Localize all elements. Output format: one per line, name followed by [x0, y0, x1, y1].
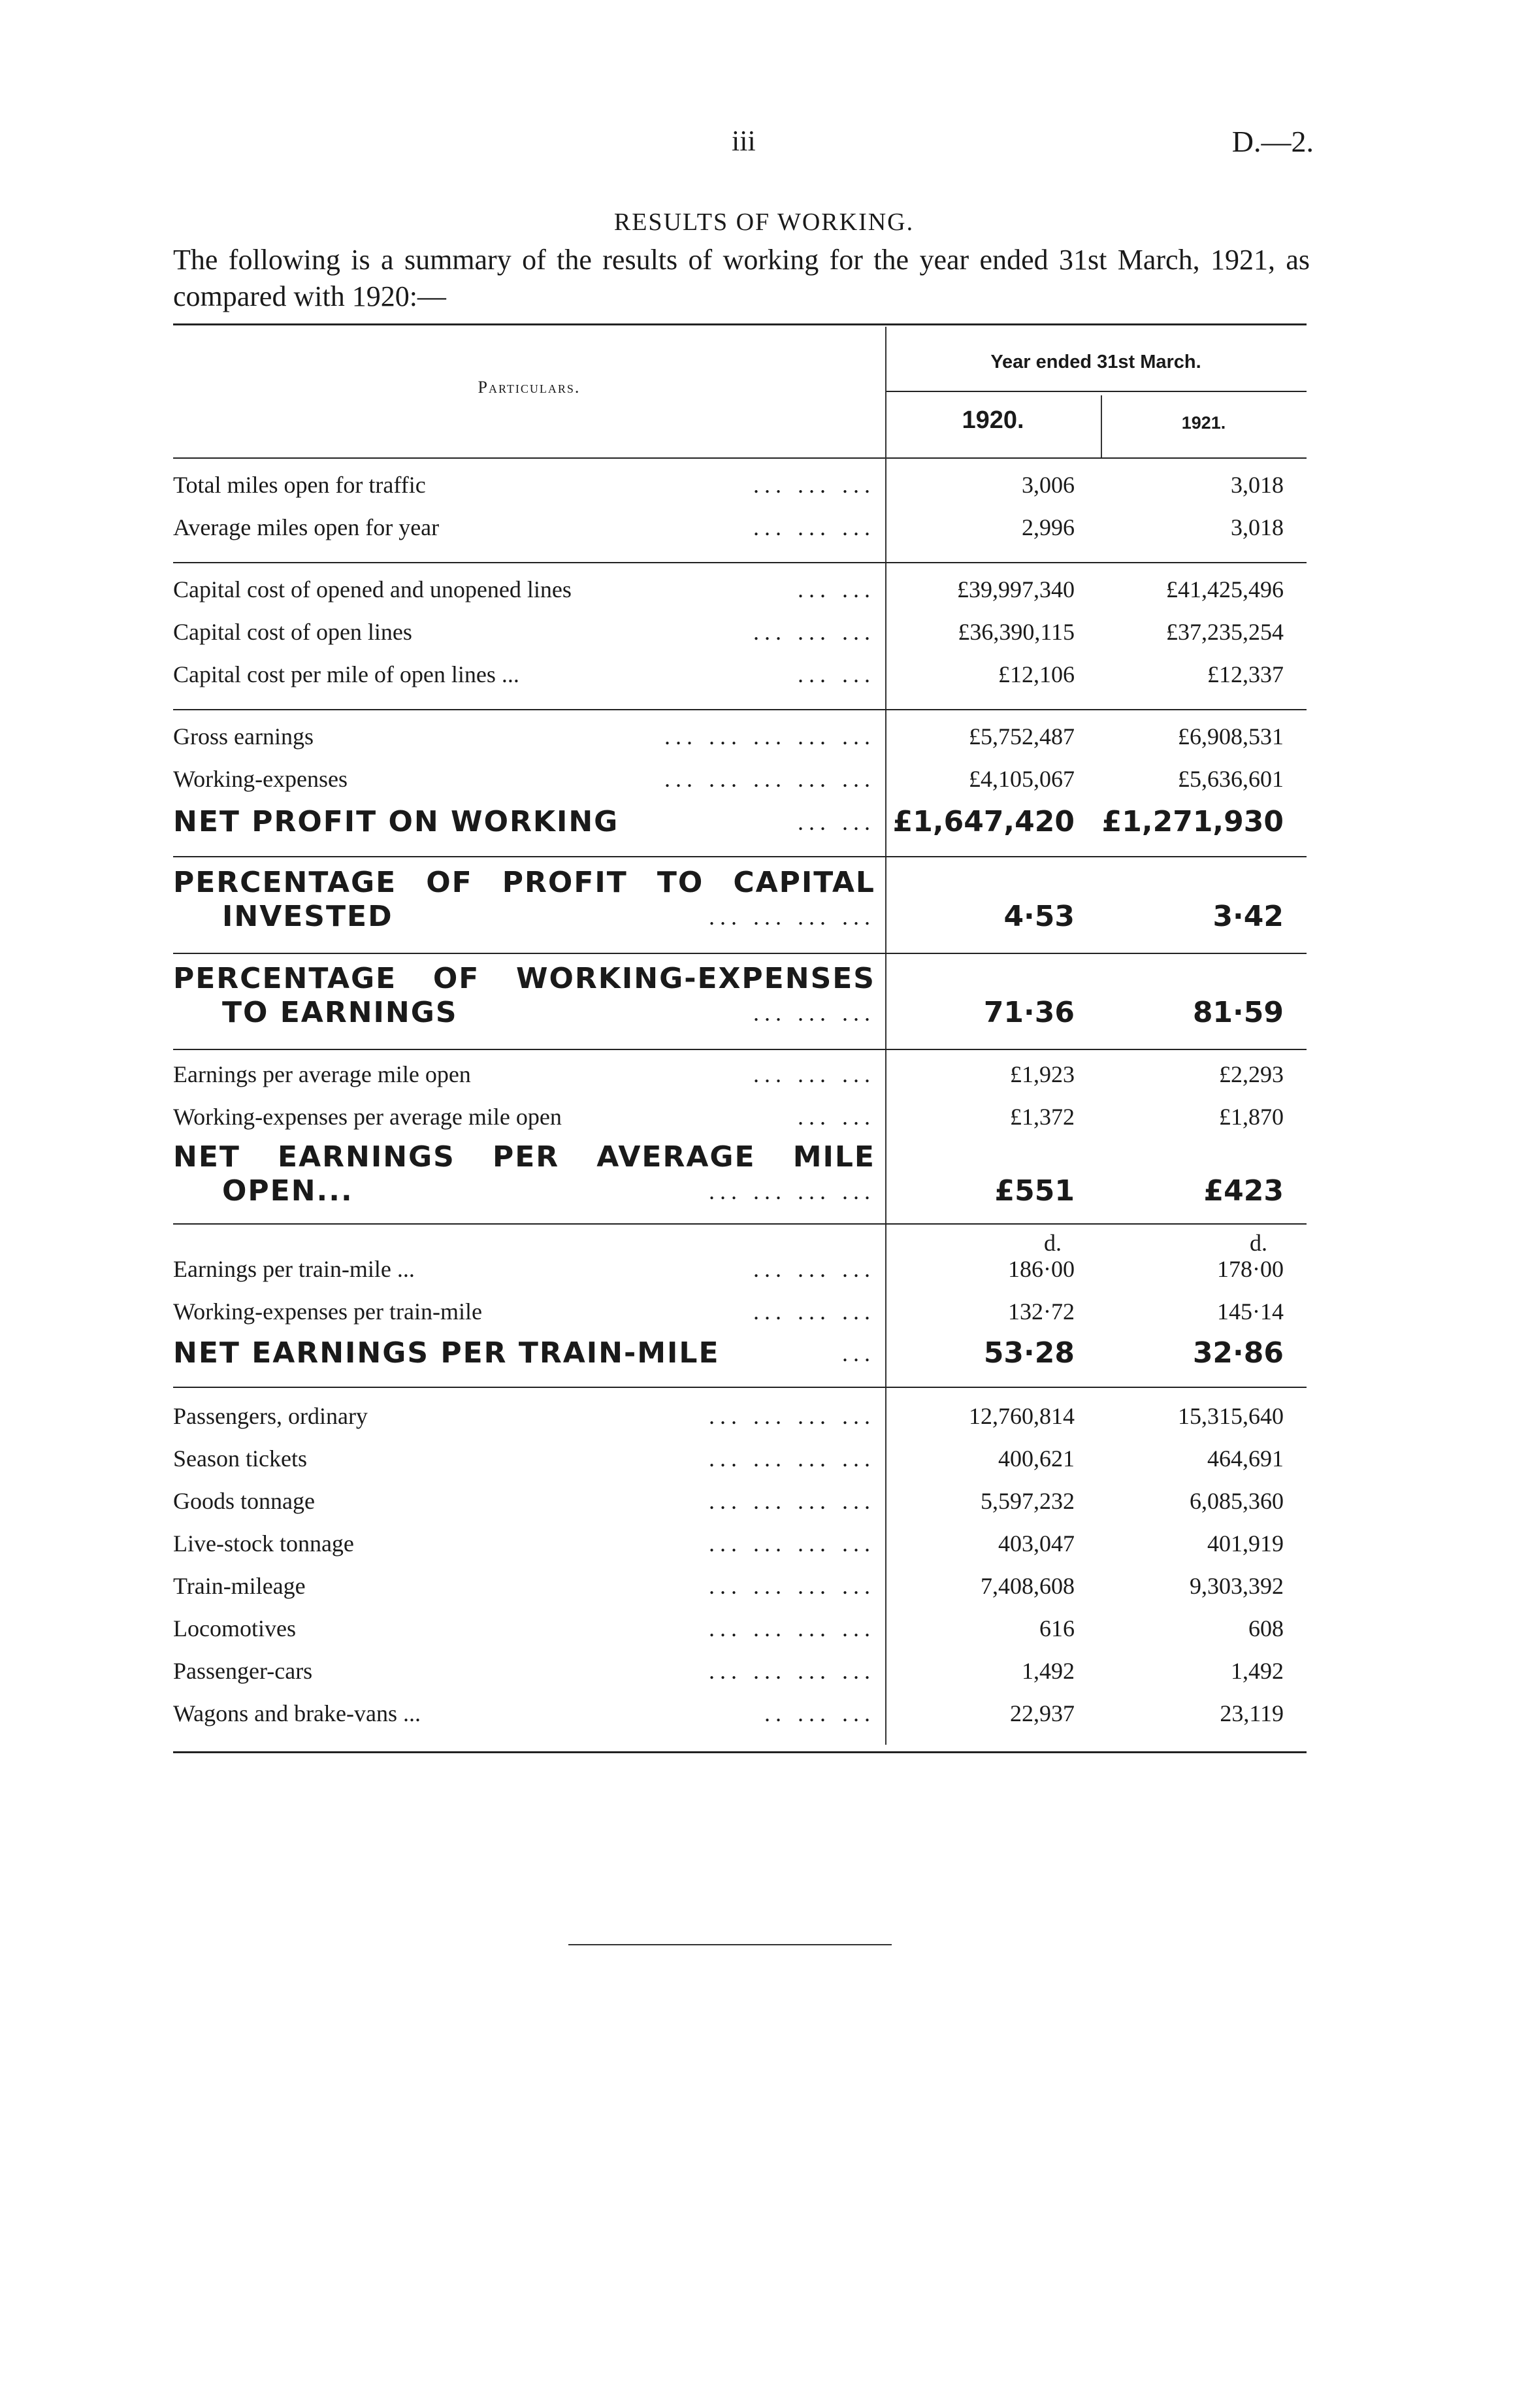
row-value-1921: 15,315,640: [1178, 1403, 1284, 1429]
header-subrule: [885, 391, 1307, 392]
group-rule: [173, 1049, 1307, 1050]
row-label: Earnings per average mile open ... ... ...: [173, 1061, 875, 1087]
row-value-1921: 3·42: [1212, 900, 1284, 933]
row-value-1920: £1,647,420: [892, 805, 1075, 838]
row-value-1920: 132·72: [1008, 1298, 1075, 1325]
header-particulars: Particulars.: [478, 378, 581, 397]
row-label: Capital cost of opened and unopened lines ... ...: [173, 576, 875, 602]
row-value-1921: 9,303,392: [1190, 1573, 1284, 1599]
row-value-1920: £1,923: [1010, 1061, 1075, 1087]
row-value-1920: 186·00: [1008, 1256, 1075, 1282]
row-value-1920: 12,760,814: [969, 1403, 1075, 1429]
row-value-1921: 3,018: [1231, 514, 1284, 540]
row-label-emphasis: NET EARNINGS PER AVERAGE MILE OPEN... ... ... ... ...: [173, 1140, 875, 1208]
row-value-1920: £5,752,487: [969, 723, 1075, 750]
row-label-emphasis: PERCENTAGE OF PROFIT TO CAPITAL INVESTED ... ... ... ...: [173, 866, 875, 933]
section-heading: RESULTS OF WORKING.: [613, 208, 915, 236]
row-value-1921: 1,492: [1231, 1658, 1284, 1684]
row-value-1921: £6,908,531: [1178, 723, 1284, 750]
footer-rule: [568, 1944, 892, 1945]
row-value-1920: 1,492: [1022, 1658, 1075, 1684]
row-label: Capital cost per mile of open lines ... ... ...: [173, 661, 875, 687]
unit-label-1921: d.: [1250, 1230, 1267, 1256]
row-value-1921: 6,085,360: [1190, 1488, 1284, 1514]
row-value-1920: 7,408,608: [981, 1573, 1075, 1599]
row-label: Live-stock tonnage ... ... ... ...: [173, 1530, 875, 1557]
row-value-1921: 23,119: [1220, 1700, 1284, 1726]
row-value-1921: £1,271,930: [1101, 805, 1284, 838]
intro-paragraph: The following is a summary of the results of working for the year ended 31st March, 1921, as compared with 1920:—: [173, 244, 1310, 312]
row-value-1921: 32·86: [1192, 1336, 1284, 1370]
row-label: Goods tonnage ... ... ... ...: [173, 1488, 875, 1514]
row-value-1921: £5,636,601: [1178, 766, 1284, 792]
group-rule: [173, 709, 1307, 710]
row-value-1921: 464,691: [1207, 1445, 1284, 1472]
table-bottom-rule: [173, 1751, 1307, 1753]
table-top-rule: [173, 323, 1307, 325]
row-value-1920: 616: [1039, 1615, 1075, 1641]
group-rule: [173, 1387, 1307, 1388]
row-value-1921: 178·00: [1217, 1256, 1284, 1282]
row-value-1920: £1,372: [1010, 1104, 1075, 1130]
row-value-1921: £2,293: [1219, 1061, 1284, 1087]
row-value-1920: £36,390,115: [958, 619, 1075, 645]
group-rule: [173, 953, 1307, 954]
row-value-1920: 22,937: [1010, 1700, 1075, 1726]
row-label-emphasis: PERCENTAGE OF WORKING-EXPENSES TO EARNINGS ... ... ...: [173, 962, 875, 1029]
row-label: Capital cost of open lines ... ... ...: [173, 619, 875, 645]
document-code: D.—2.: [1231, 125, 1314, 158]
unit-label-1920: d.: [1044, 1230, 1062, 1256]
row-value-1921: 608: [1248, 1615, 1284, 1641]
row-label: Passenger-cars ... ... ... ...: [173, 1658, 875, 1684]
row-label: Train-mileage ... ... ... ...: [173, 1573, 875, 1599]
row-value-1920: 403,047: [998, 1530, 1075, 1557]
row-value-1921: 3,018: [1231, 472, 1284, 498]
row-label: Working-expenses ... ... ... ... ...: [173, 766, 875, 792]
row-label: Working-expenses per average mile open ... ...: [173, 1104, 875, 1130]
row-value-1921: 145·14: [1217, 1298, 1284, 1325]
row-value-1921: 81·59: [1192, 996, 1284, 1029]
row-label: Season tickets ... ... ... ...: [173, 1445, 875, 1472]
header-bottom-rule: [173, 457, 1307, 459]
group-rule: [173, 856, 1307, 857]
row-label: Working-expenses per train-mile ... ... ...: [173, 1298, 875, 1325]
row-label: Average miles open for year ... ... ...: [173, 514, 875, 540]
row-value-1920: 53·28: [983, 1336, 1075, 1370]
group-rule: [173, 562, 1307, 563]
row-label: Total miles open for traffic ... ... ...: [173, 472, 875, 498]
row-value-1920: 3,006: [1022, 472, 1075, 498]
row-value-1920: 5,597,232: [981, 1488, 1075, 1514]
row-value-1920: £4,105,067: [969, 766, 1075, 792]
row-value-1921: £1,870: [1219, 1104, 1284, 1130]
page-number: iii: [732, 125, 756, 157]
row-value-1920: £551: [994, 1174, 1075, 1208]
row-label: Locomotives ... ... ... ...: [173, 1615, 875, 1641]
row-value-1921: £423: [1203, 1174, 1284, 1208]
row-value-1920: 2,996: [1022, 514, 1075, 540]
row-label-emphasis: NET EARNINGS PER TRAIN-MILE ...: [173, 1336, 875, 1370]
row-value-1920: 71·36: [983, 996, 1075, 1029]
row-value-1921: £12,337: [1207, 661, 1284, 687]
row-value-1920: 400,621: [998, 1445, 1075, 1472]
row-value-1920: 4·53: [1003, 900, 1075, 933]
header-col-1921: 1921.: [1181, 413, 1226, 433]
row-value-1921: 401,919: [1207, 1530, 1284, 1557]
row-value-1920: £12,106: [998, 661, 1075, 687]
row-label: Passengers, ordinary ... ... ... ...: [173, 1403, 875, 1429]
row-label: Earnings per train-mile ... ... ... ...: [173, 1256, 875, 1282]
row-value-1921: £37,235,254: [1166, 619, 1284, 645]
row-label: Wagons and brake-vans ... .. ... ...: [173, 1700, 875, 1726]
header-year-group: Year ended 31st March.: [990, 352, 1201, 372]
header-col-1920: 1920.: [962, 406, 1024, 434]
row-value-1920: £39,997,340: [957, 576, 1075, 602]
row-value-1921: £41,425,496: [1166, 576, 1284, 602]
row-label: Gross earnings ... ... ... ... ...: [173, 723, 875, 750]
group-rule: [173, 1223, 1307, 1225]
row-label-emphasis: NET PROFIT ON WORKING ... ...: [173, 805, 875, 838]
